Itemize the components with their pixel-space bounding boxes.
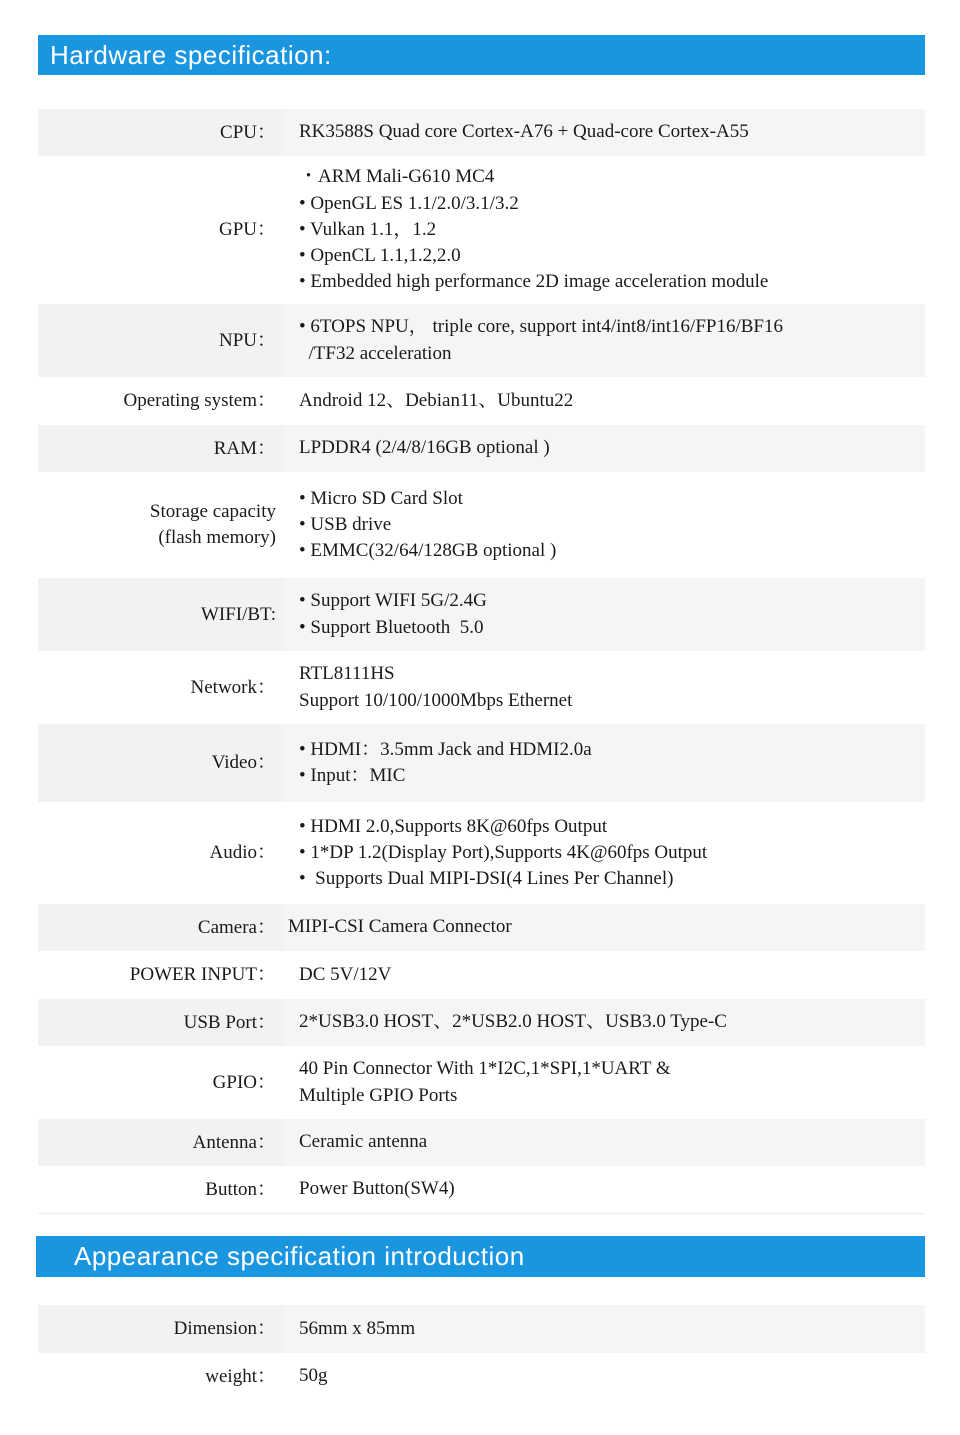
- spec-value-line: • USB drive: [299, 513, 392, 535]
- spec-label: [38, 377, 284, 425]
- spec-value-line: • 1*DP 1.2(Display Port),Supports 4K@60fps Output: [299, 841, 708, 863]
- spec-label-text: Video：: [211, 752, 276, 773]
- spec-value-line: • 6TOPS NPU， triple core, support int4/int8/int16/FP16/BF16: [299, 316, 783, 338]
- spec-row: [38, 651, 925, 724]
- spec-label-text: Network：: [190, 676, 276, 698]
- spec-label-text: Antenna：: [192, 1131, 276, 1153]
- appearance-spec-table: [38, 1305, 925, 1400]
- spec-label: [38, 1166, 284, 1213]
- spec-value-line: Ceramic antenna: [299, 1131, 428, 1153]
- spec-value-line: Power Button(SW4): [299, 1178, 455, 1200]
- spec-value: [284, 578, 925, 651]
- spec-row: [38, 951, 925, 999]
- spec-label-text: Storage capacity (flash memory): [149, 501, 276, 548]
- spec-value-line: • Support Bluetooth 5.0: [299, 616, 484, 638]
- spec-label: [38, 1119, 284, 1166]
- spec-value: [284, 724, 925, 802]
- spec-row: [38, 1305, 925, 1353]
- spec-label: [38, 651, 284, 724]
- spec-value-line: ・ARM Mali-G610 MC4: [299, 166, 495, 188]
- spec-value: [284, 651, 925, 724]
- spec-value-line: 2*USB3.0 HOST、2*USB2.0 HOST、USB3.0 Type-C: [299, 1011, 727, 1033]
- spec-row: [38, 724, 925, 802]
- spec-value: [284, 472, 925, 578]
- spec-value-line: /TF32 acceleration: [299, 342, 452, 364]
- spec-label-text: GPIO：: [212, 1071, 276, 1093]
- spec-value-line: 40 Pin Connector With 1*I2C,1*SPI,1*UART &: [299, 1058, 671, 1080]
- spec-value-line: RK3588S Quad core Cortex-A76 + Quad-core Cortex-A55: [299, 121, 749, 143]
- spec-row: [38, 802, 925, 904]
- spec-label: [38, 724, 284, 802]
- spec-value-line: • OpenCL 1.1,1.2,2.0: [299, 245, 461, 267]
- spec-value: [284, 304, 925, 377]
- hardware-spec-table: [38, 109, 925, 1214]
- spec-label: [38, 802, 284, 904]
- spec-label-text: WIFI/BT:: [200, 603, 276, 625]
- spec-row: [38, 377, 925, 425]
- spec-label-text: POWER INPUT：: [129, 964, 276, 985]
- spec-row: [38, 1119, 925, 1166]
- spec-value: [284, 377, 925, 425]
- spec-row: [38, 578, 925, 651]
- spec-value-line: Multiple GPIO Ports: [299, 1084, 458, 1106]
- spec-label: [38, 425, 284, 472]
- hardware-spec-header: [38, 35, 925, 75]
- spec-row: [38, 1166, 925, 1214]
- spec-value-line: • Support WIFI 5G/2.4G: [299, 590, 487, 612]
- appearance-spec-header: [36, 1236, 925, 1277]
- appearance-spec-title: Appearance specification introduction: [74, 1241, 525, 1271]
- spec-row: [38, 109, 925, 156]
- spec-value: [284, 802, 925, 904]
- spec-row: [38, 425, 925, 472]
- spec-value-line: MIPI-CSI Camera Connector: [288, 916, 512, 938]
- spec-value: [284, 1353, 925, 1400]
- spec-value: [284, 1046, 925, 1119]
- spec-label-text: CPU：: [220, 121, 276, 143]
- spec-row: [38, 1353, 925, 1400]
- spec-value-line: • Embedded high performance 2D image acceleration module: [299, 271, 769, 293]
- spec-row: [38, 904, 925, 951]
- spec-value-line: 50g: [299, 1365, 328, 1387]
- spec-value-line: Support 10/100/1000Mbps Ethernet: [299, 689, 573, 711]
- spec-value-line: DC 5V/12V: [299, 963, 392, 985]
- spec-label: [38, 904, 284, 951]
- spec-label-text: USB Port：: [183, 1011, 276, 1033]
- spec-label: [38, 472, 284, 578]
- spec-label: [38, 999, 284, 1046]
- spec-label-text: RAM：: [213, 437, 276, 459]
- spec-label-text: weight：: [205, 1365, 276, 1387]
- spec-label-text: Audio：: [209, 842, 276, 863]
- spec-value-line: • Supports Dual MIPI-DSI(4 Lines Per Channel): [299, 868, 674, 890]
- spec-value-line: • EMMC(32/64/128GB optional ): [299, 540, 557, 562]
- spec-label: [38, 1046, 284, 1119]
- spec-value: [284, 1305, 925, 1353]
- spec-value-line: RTL8111HS: [299, 663, 395, 685]
- spec-value-line: • HDMI 2.0,Supports 8K@60fps Output: [299, 815, 608, 837]
- spec-value-line: • Vulkan 1.1，1.2: [299, 218, 437, 240]
- spec-row: [38, 156, 925, 304]
- spec-label-text: Button：: [205, 1178, 276, 1200]
- spec-value-line: • OpenGL ES 1.1/2.0/3.1/3.2: [299, 192, 519, 214]
- spec-value-line: 56mm x 85mm: [299, 1317, 416, 1339]
- spec-value: [284, 425, 925, 472]
- spec-label: [38, 1305, 284, 1353]
- spec-value: [284, 1119, 925, 1166]
- spec-row: [38, 472, 925, 578]
- spec-value: [284, 109, 925, 156]
- spec-label-text: Operating system：: [123, 390, 276, 411]
- spec-label: [38, 156, 284, 304]
- spec-value: [284, 951, 925, 999]
- spec-value: [284, 904, 925, 951]
- spec-value: [284, 1166, 925, 1213]
- spec-value-line: • HDMI：3.5mm Jack and HDMI2.0a: [299, 738, 592, 760]
- spec-value-line: Android 12、Debian11、Ubuntu22: [299, 389, 574, 411]
- spec-row: [38, 999, 925, 1046]
- spec-value-line: LPDDR4 (2/4/8/16GB optional ): [299, 437, 550, 459]
- spec-label: [38, 1353, 284, 1400]
- spec-row: [38, 304, 925, 377]
- spec-label-text: NPU：: [218, 329, 276, 351]
- spec-label: [38, 951, 284, 999]
- spec-label: [38, 109, 284, 156]
- spec-value: [284, 156, 925, 304]
- hardware-spec-title: Hardware specification:: [50, 39, 332, 70]
- spec-label: [38, 304, 284, 377]
- spec-row: [38, 1046, 925, 1119]
- spec-label-text: Camera：: [197, 916, 276, 938]
- spec-value-line: • Micro SD Card Slot: [299, 487, 463, 509]
- spec-label-text: Dimension：: [173, 1318, 276, 1339]
- spec-value-line: • Input：MIC: [299, 765, 406, 786]
- spec-label-text: GPU：: [218, 219, 276, 240]
- spec-label: [38, 578, 284, 651]
- spec-value: [284, 999, 925, 1046]
